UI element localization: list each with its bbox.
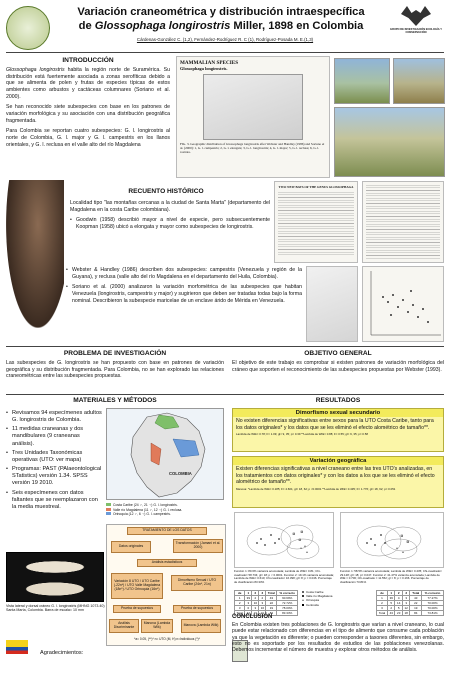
flow-node-manova-left: Manova (Lambda Wilk) [141, 619, 173, 633]
map-legend-orinoquia: Orinoquia (12 ♂, 6 ♀) G. l. campestris. [106, 512, 226, 517]
table-cell: Total [266, 591, 277, 596]
history-text-bottom [66, 267, 302, 306]
problem-heading: PROBLEMA DE INVESTIGACIÓN [63, 350, 167, 357]
flow-node-assumptions-left: Prueba de supuestos [113, 605, 161, 613]
colombia-flag [6, 640, 28, 654]
table-cell: 3 [402, 601, 409, 606]
table-cell: 70.00% [422, 601, 444, 606]
table-cell: 3 [402, 591, 409, 596]
table-cell: 84 [266, 611, 277, 616]
table-cell: 72.72% [277, 601, 298, 606]
intro-text [6, 67, 170, 148]
intro-paragraph-1: Glossophaga longirostris habita la región norte de Suramérica. Su distribución está fuertemente asociada a zonas xerofíticas debido a que se alimenta de polen y frutas de especies típicas de estos ambientes como arbustos y cactáceas columnares (Soriano et al. 2000). [6, 67, 170, 100]
table-cell: 3 [235, 606, 245, 611]
method-item-4: • Programas: PAST (PAlaeontological STatistics) versión 1.34. SPSS versión 19 2010. [6, 466, 102, 487]
table-row [377, 611, 444, 616]
flow-node-stats: Análisis estadísticos [137, 559, 197, 567]
history-type-locality: Localidad tipo "las montañas cercanas a la ciudad de Santa Marta" (departamento del Magdalena en la costa Caribe colombiana). [70, 200, 270, 213]
legend-orinoquia: Orinoquia [302, 598, 342, 602]
geographic-title: Variación geográfica [233, 457, 443, 465]
header-divider [6, 52, 444, 53]
method-item-3: • Tres Unidades Taxonómicas operativas (UTO: ver mapa) [6, 450, 102, 464]
soriano-scatter-plot [363, 267, 445, 343]
table-cell: 1 [245, 591, 252, 596]
flow-node-manova-right: Manova (Lambda Wilk) [181, 619, 221, 633]
flowchart [106, 524, 226, 646]
table-cell: 19 [410, 606, 422, 611]
flow-node-original-data: Datos originales [111, 541, 151, 553]
table-cell: 4 [395, 596, 402, 601]
table-cell: 43 [388, 611, 395, 616]
function-stats-right: Función 1: 58.5% varianza acumulada; Lambda de Wilk= 0.435; Chi-cuadrado= 29.128; gl= 18; p= 0.047. Función 2: 41.47% varianza acumulada; Lambda de Wilk = 0.706; Chi-cuadrado = 11.552; gl = 8; p = 0.166. Porcentaje de clasificación 73.81% [340, 569, 442, 584]
table-cell: 12 [402, 606, 409, 611]
table-cell: 5 [388, 601, 395, 606]
history-text-top [70, 200, 270, 233]
table-cell: 84 [410, 611, 422, 616]
mammalian-species-scan [176, 56, 330, 178]
flow-node-dimorphism: Dimorfismo Sexual / UTO Caribe (24n*, 21n) [171, 575, 223, 591]
method-item-1: • Revisamos 94 especímenes adultos G. longirostris de Colombia. [6, 410, 102, 424]
plot-legend [302, 590, 342, 607]
methods-list [6, 410, 102, 513]
geographic-stats: Manova: *Lambda de Wilk= 0.185; F= 4.601; gl= 18, 62; p <0.0001 **Lambda de Wilk= 0.435; F= 1.776; gl= 18, 62; p= 0.051 [236, 486, 396, 491]
colombia-map [106, 408, 224, 500]
article-scan-right [362, 181, 444, 263]
dimorphism-stats: Lambda de Wilk= 0.78; F= 1.09; gl= 9, 35; p= 0.39 **Lambda de Wilk= 0.88; F= 0.55; gl= 9, 35; p= 0.58 [236, 432, 368, 436]
legend-centroid: Centroide [302, 603, 342, 607]
history-bullet-goodwin: • Goodwin (1958) describió mayor a nivel de especie, pero subsecuentemente Koopman (1958) ubicó a elongata y mayor como subespecies de longirostris. [70, 217, 270, 230]
conclusion-text: En Colombia existen tres poblaciones de G. longirostris que varían a nivel craneano, lo cual puede estar relacionado con diferencias en el tipo de alimento que consume cada población ya que la vegetación es diferente; o pueden corresponder a taxones diferentes, sin embargo, esto no es soportado por los resultados de estudios de las poblaciones venezolanas. Debemos incrementar el número de muestra y explorar otros métodos de análisis. [232, 622, 444, 654]
results-box-dimorphism [232, 408, 444, 452]
discriminant-plot-right-svg [341, 513, 445, 569]
discriminant-plot-right [340, 512, 444, 568]
table-cell: 3 [252, 606, 259, 611]
legend-caribe: Costa Caribe [302, 590, 342, 594]
table-cell: 1 [377, 596, 388, 601]
skull-photos [6, 552, 104, 602]
table-cell: 2 [235, 601, 245, 606]
colombia-map-svg [107, 409, 225, 501]
table-cell: 3 [259, 591, 266, 596]
table-cell: 14 [395, 601, 402, 606]
flow-footnote: *a= 0.05, (**)* n= UTO (M, H) n=Individuos (*)* [134, 637, 200, 641]
table-cell: 22 [410, 601, 422, 606]
intro-paragraph-3: Para Colombia se reportan cuatro subespecies: G. l. longirostris al norte de Colombia, G. l. major y G. l. campestris en los llanos orientales, y G. l. reclusa en el valle alto del río Magdalena [6, 128, 170, 148]
table-cell: 2 [252, 591, 259, 596]
bat-logo-icon [401, 6, 431, 26]
scan-title: MAMMALIAN SPECIES [180, 60, 239, 66]
table-cell: 2 [252, 596, 259, 601]
table-cell: 73.81% [422, 611, 444, 616]
table-cell: % correcto [422, 591, 444, 596]
geographic-text: Existen diferencias significativas a nivel craneano entre las tres UTO's analizadas, en los tratamientos con datos originales* y con los datos a los que se les eliminó el efecto alométrico de tamaño**. [236, 466, 435, 485]
logo-caption: GRUPO DE INVESTIGACIÓN ECOLOGÍA Y CONSERVACIÓN [390, 28, 442, 34]
section-divider-1 [6, 346, 444, 347]
flow-node-discriminant: Análisis Discriminante [109, 619, 139, 633]
history-heading: RECUENTO HISTÓRICO [128, 188, 204, 195]
table-cell: Total [410, 591, 422, 596]
intro-heading: INTRODUCCIÓN [62, 57, 114, 64]
table-cell: 5 [395, 606, 402, 611]
table-cell: 90.69% [277, 596, 298, 601]
left-logo [6, 6, 50, 50]
table-cell: 43 [410, 596, 422, 601]
table-left-header: de [235, 591, 245, 596]
flow-node-transformation: Transformación (Jamani et al. 2000) [173, 539, 223, 553]
skull-dorsal-image [15, 580, 95, 598]
bat-photo [6, 180, 64, 328]
results-box-geographic [232, 456, 444, 508]
history-bullet-webster: • Webster & Handley (1986) describen dos subespecies: campestris (Venezuela y región de la Guyana), y reclusa (valle alto del río Magdalena en el departamento del Huila, Colombia). [66, 267, 302, 280]
scan-caption: FIG. 3. Geographic distribution of Glossophaga longirostris after Webster and Handley (1986) and Soriano et al. (2000): 1, G. l. campestris; 2, G. l. elongata; 3, G. l. longirostris; 4, G. l. major; 5, G. l. reclusa; 6, G. l. rostrata. [180, 142, 325, 154]
table-cell: 77.27% [422, 596, 444, 601]
results-heading: RESULTADOS [315, 397, 361, 404]
two-new-bats-scan [274, 181, 358, 263]
soriano-map-scan [306, 266, 358, 342]
table-cell: 2 [377, 601, 388, 606]
table-cell: 22 [266, 601, 277, 606]
title-line-2: de Glossophaga longirostris Miller, 1898 en Colombia [78, 20, 364, 32]
objective-heading: OBJETIVO GENERAL [304, 350, 372, 357]
dimorphism-text: No existen diferencias significativas entre sexos para la UTO Costa Caribe, tanto para los datos originales* y los datos que se les eliminó el efecto alométrico de tamaño**. [236, 418, 434, 431]
discriminant-plot-left-svg [235, 513, 335, 569]
classification-table-right [376, 590, 444, 616]
scan-subtitle: Glossophaga longirostris. [180, 66, 228, 71]
dimorphism-title: Dimorfismo sexual secundario [233, 409, 443, 417]
landscape-photo-1 [334, 58, 390, 104]
skull-caption: Vista lateral y dorsal cráneo G. l. longirostris (MHNG 1073.40) Santa Marta, Colombia. Barra de escala= 10 mm [6, 604, 105, 613]
table-cell: 36 [388, 596, 395, 601]
table-cell: 1 [388, 591, 395, 596]
distribution-map-scan [203, 74, 303, 140]
table-cell: 3 [245, 601, 252, 606]
table-cell: 43 [266, 596, 277, 601]
table-cell: 3 [259, 601, 266, 606]
table-right-header: de [377, 591, 388, 596]
map-legend-magdalena: Valle río Magdalena (11 ♂, 12 ♀) G. l. reclusa. [106, 508, 226, 513]
table-cell: 23 [395, 611, 402, 616]
flow-node-assumptions-right: Prueba de supuestos [173, 605, 221, 613]
table-cell: 3 [377, 606, 388, 611]
legend-magdalena: Valle río Magdalena [302, 594, 342, 598]
methods-heading: MATERIALES Y MÉTODOS [73, 397, 157, 404]
method-item-5: • Seis especímenes con datos faltantes que se reemplazaron con la media muestreal. [6, 490, 102, 511]
discriminant-plot-left [234, 512, 334, 568]
intro-paragraph-2: Se han reconocido siete subespecies con base en los patrones de variación morfológica y su asociación con una distribución geográfica fragmentada. [6, 104, 170, 124]
table-cell: 21 [253, 611, 258, 615]
conclusion-heading: CONCLUSIÓN [232, 614, 273, 620]
table-left [234, 590, 298, 616]
map-legend [106, 503, 226, 517]
landscape-photo-2 [393, 58, 445, 104]
table-cell: 42 [246, 611, 251, 615]
table-cell: 0 [245, 606, 252, 611]
table-cell: 2 [395, 591, 402, 596]
table-cell: 3 [402, 596, 409, 601]
acknowledgements-label: Agradecimientos: [40, 650, 84, 656]
section-divider-2 [6, 394, 444, 395]
table-cell: 83.33% [277, 611, 298, 616]
classification-table-left [234, 590, 298, 616]
flow-top-node: TRATAMIENTO DE LOS DATOS [127, 527, 207, 535]
method-item-2: • 11 medidas craneanas y dos mandibulares (9 craneanas análisis). [6, 426, 102, 447]
objective-text: El objetivo de este trabajo es comprobar si existen patrones de variación morfológica del cráneo que soporten el reconocimiento de las subespecies propuestas por Webster (1993). [232, 360, 444, 373]
table-cell: 70.00% [422, 606, 444, 611]
title-line-1: Variación craneométrica y distribución intraespecífica [77, 6, 365, 18]
table-cell: Total [236, 611, 243, 615]
flow-node-variation: Variación 8 UTO / UTO Caribe (-22n*) / UTO Valle Magdalena (18n*) / UTO Orinoquia (16n*) [111, 573, 163, 599]
function-stats-left: Función 1: 80.6% varianza acumulada; Lambda de Wilk= 0.81; Chi-cuadrado= 58.734; gl= 18; p < 0.0001. Función 2: 19.1% varianza acumulada; Lambda de Wilk= 0.610; Chi-cuadrado= 16.398; gl= 8; p = 0.046. Porcentaje de clasificación 83.33% [234, 569, 334, 584]
history-bullet-soriano: • Soriano et al. (2000) analizaron la variación morfométrica de las subespecies que habitan Venezuela (longirostris, campestris y major) y sugirieron que deben ser tratadas todas bajo la forma nominal. Describieron la subespecie maricelae de un enclave árido de Mérida en Venezuela. [66, 284, 302, 304]
table-cell: 2 [259, 596, 266, 601]
table-cell: 18 [402, 611, 409, 616]
table-cell: 16 [253, 601, 258, 605]
table-cell: 21 [260, 611, 265, 615]
table-cell: 1 [235, 596, 245, 601]
authors: Cárdenas-González C. (1,2), Fernández-Rodríguez R. C (1), Rodríguez-Posada M. E.(1,3) [136, 37, 314, 42]
table-cell: 16 [260, 606, 265, 610]
map-legend-caribe: Costa Caribe (24 ♂, 21 ♀) G. l. longirostris. [106, 503, 226, 508]
table-cell: 78.00% [277, 606, 298, 611]
soriano-scatter-scan [362, 266, 444, 342]
poster-title [56, 5, 386, 33]
table-right [376, 590, 444, 616]
table-cell: % correcto [277, 591, 298, 596]
right-logo [390, 6, 442, 46]
map-country-label: COLOMBIA [169, 471, 192, 476]
scan-article-title: TWO NEW BATS OF THE GENUS GLOSSOPHAGA [278, 185, 354, 189]
problem-text: Las subespecies de G. longirostris se han propuesto con base en patrones de variación geográfica y su distribución fragmentada. Para Colombia, no se han explorado las relaciones craneométricas entre las subespecies propuestas. [6, 360, 224, 380]
skull-lateral-image [15, 559, 95, 575]
table-cell: Total [377, 611, 388, 616]
table-cell: 39 [246, 596, 251, 600]
landscape-photo-3 [334, 107, 445, 177]
table-cell: 19 [266, 606, 277, 611]
table-cell: 2 [388, 606, 395, 611]
